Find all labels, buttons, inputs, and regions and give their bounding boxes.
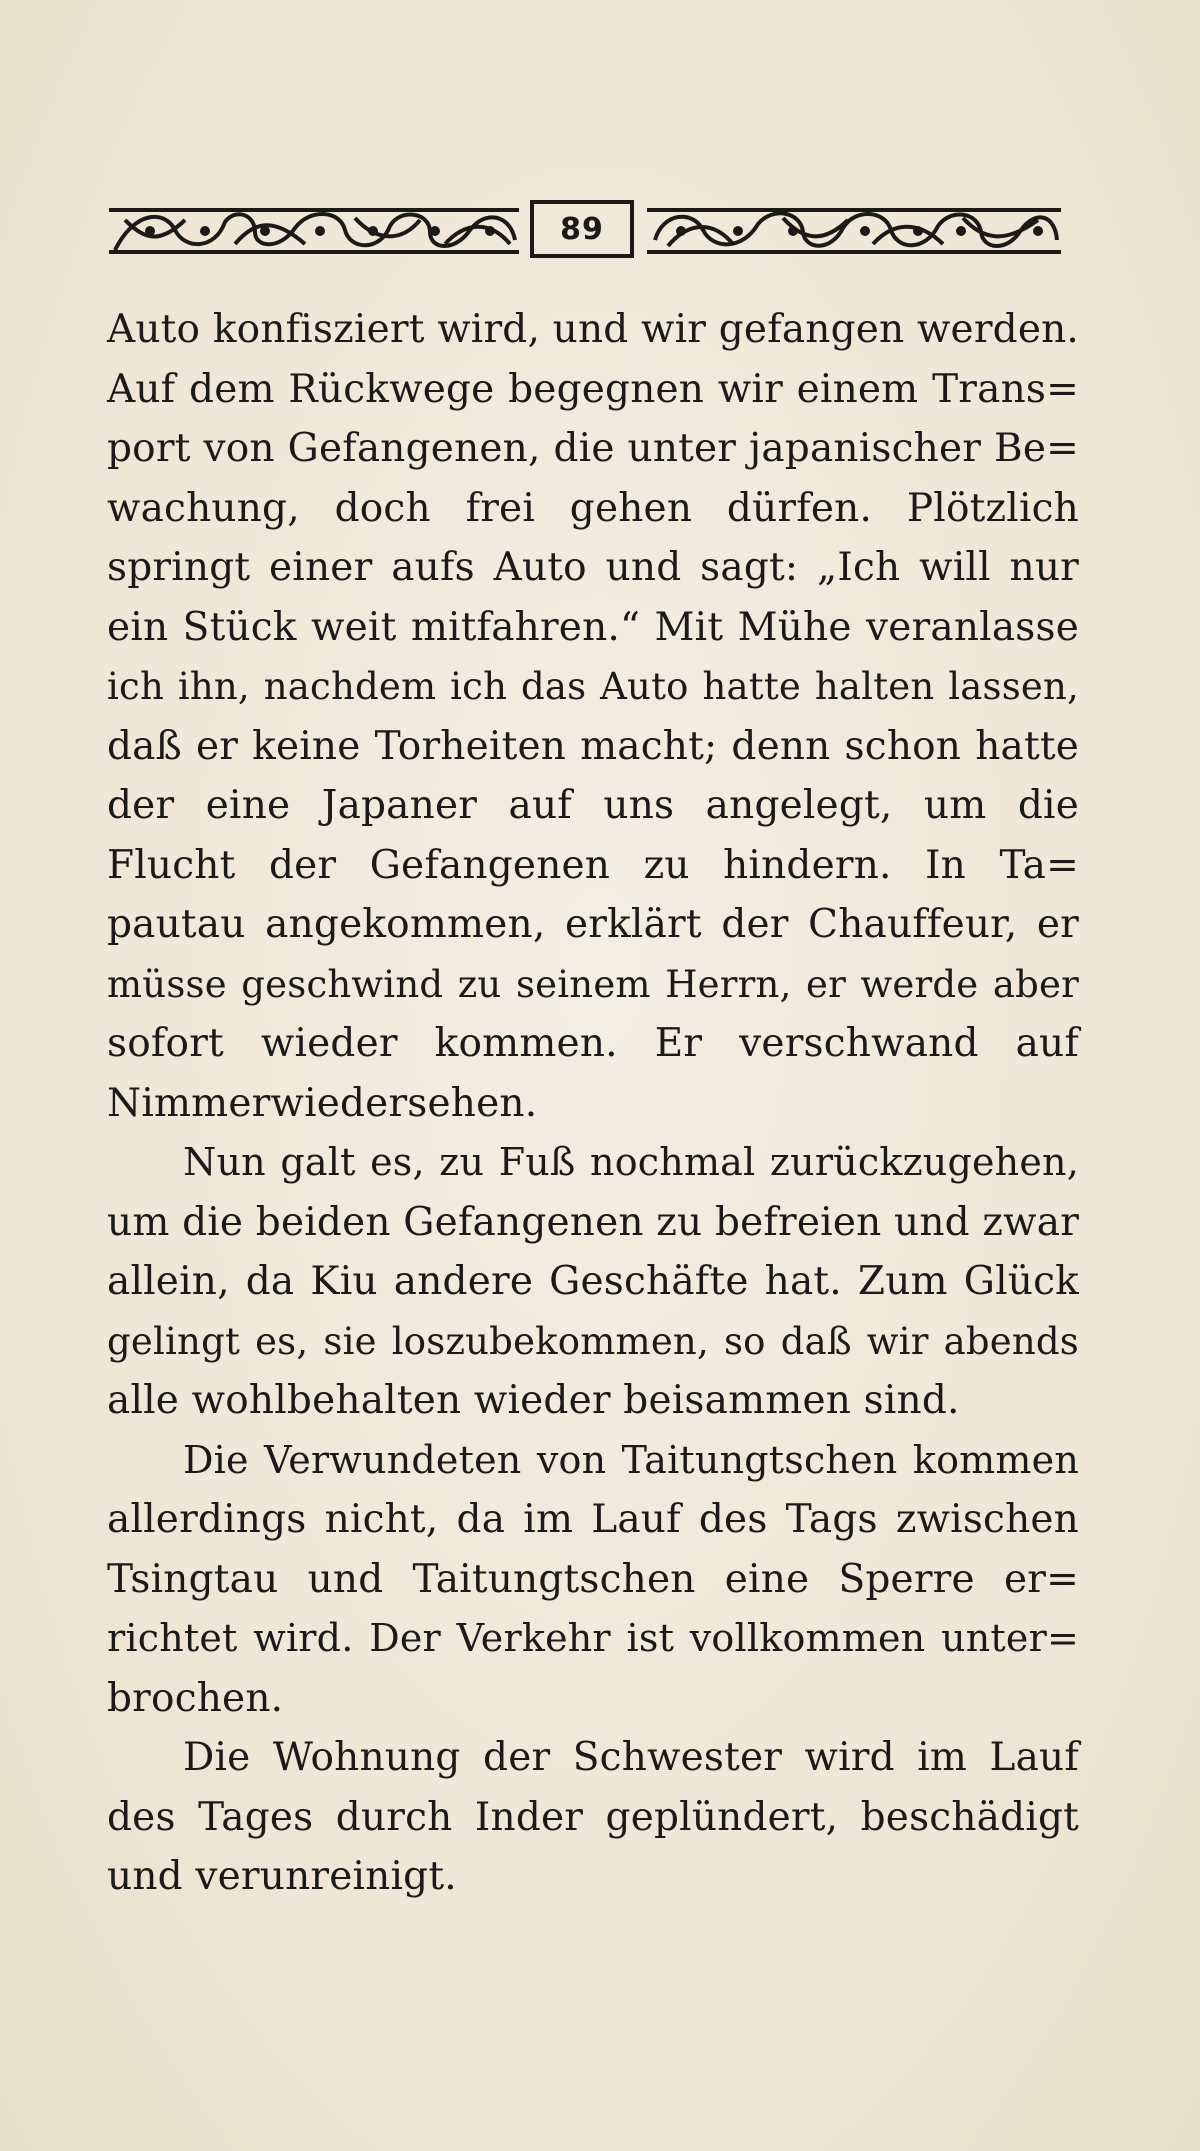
text-line: port von Gefangenen, die unter japanischer Be= [107, 426, 1079, 471]
text-line: alle wohlbehalten wieder beisammen sind. [107, 1378, 960, 1423]
text-line: gelingt es, sie loszubekommen, so daß wir abends [107, 1319, 1079, 1363]
left-ornament-band [105, 200, 523, 262]
text-line: Die Wohnung der Schwester wird im Lauf [183, 1735, 1079, 1780]
text-line: springt einer aufs Auto und sagt: „Ich will nur [107, 545, 1079, 590]
text-line: ich ihn, nachdem ich das Auto hatte halten lassen, [107, 665, 1079, 708]
text-line: um die beiden Gefangenen zu befreien und zwar [107, 1199, 1080, 1245]
right-ornament-band [643, 200, 1065, 262]
text-line: Nimmerwiedersehen. [107, 1080, 538, 1126]
page-header [105, 200, 1065, 262]
page-number: 89 [530, 200, 634, 258]
text-line: sofort wieder kommen. Er verschwand auf [107, 1021, 1079, 1066]
text-line: der eine Japaner auf uns angelegt, um die [107, 783, 1079, 828]
text-line: Die Verwundeten von Taitungtschen kommen [183, 1437, 1079, 1482]
text-line: daß er keine Torheiten macht; denn schon hatte [107, 723, 1079, 769]
text-line: allein, da Kiu andere Geschäfte hat. Zum Glück [107, 1259, 1079, 1304]
text-line: Auf dem Rückwege begegnen wir einem Trans= [107, 366, 1079, 412]
text-line: Nun galt es, zu Fuß nochmal zurückzugehen, [183, 1140, 1079, 1184]
body-text [107, 300, 1079, 1907]
text-line: richtet wird. Der Verkehr ist vollkommen unter= [107, 1616, 1079, 1660]
text-line: und verunreinigt. [107, 1854, 457, 1899]
text-line: Flucht der Gefangenen zu hindern. In Ta= [107, 842, 1079, 888]
text-line: müsse geschwind zu seinem Herrn, er werde aber [107, 962, 1079, 1006]
text-line: Auto konfisziert wird, und wir gefangen werden. [107, 307, 1080, 352]
text-line: wachung, doch frei gehen dürfen. Plötzlich [107, 485, 1079, 531]
text-line: pautau angekommen, erklärt der Chauffeur, er [107, 902, 1079, 947]
text-line: Tsingtau und Taitungtschen eine Sperre er= [107, 1556, 1079, 1602]
text-line: des Tages durch Inder geplündert, beschädigt [107, 1794, 1079, 1840]
text-line: brochen. [107, 1675, 284, 1721]
text-line: allerdings nicht, da im Lauf des Tags zwischen [107, 1497, 1079, 1542]
text-line: ein Stück weit mitfahren.“ Mit Mühe veranlasse [107, 604, 1079, 650]
